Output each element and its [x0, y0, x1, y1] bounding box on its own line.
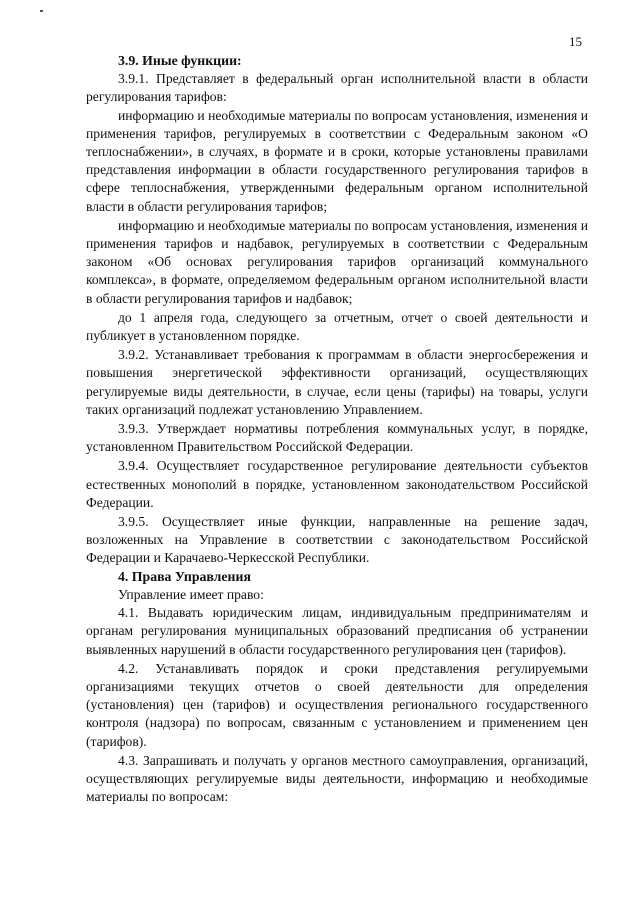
paragraph-3-9-3: 3.9.3. Утверждает нормативы потребления коммунальных услуг, в порядке, установленном Правительством Российской Федерации. — [86, 421, 588, 455]
paragraph-3-9-5: 3.9.5. Осуществляет иные функции, направленные на решение задач, возложенных на Управление в соответствии с законодательством Российской Федерации и Карачаево-Черкесской Республики. — [86, 514, 588, 566]
paragraph-kommunalny-kompleks: информацию и необходимые материалы по вопросам установления, изменения и применения тарифов и надбавок, регулируемых в соответствии с Федеральным законом «Об основах регулирования тарифов организаций коммунального комплекса», в формате, определяемом федеральным органом исполнительной власти в области регулирования тарифов и надбавок; — [86, 217, 588, 306]
page-number: 15 — [569, 34, 582, 49]
paragraph-rights-intro: Управление имеет право: — [118, 586, 264, 602]
document-body — [86, 52, 588, 806]
section-heading-3-9: 3.9. Иные функции: — [118, 53, 242, 68]
paragraph-4-3: 4.3. Запрашивать и получать у органов местного самоуправления, организаций, осуществляющих регулируемые виды деятельности, информацию и необходимые материалы по вопросам: — [86, 752, 588, 805]
paragraph-annual-report: до 1 апреля года, следующего за отчетным, отчет о своей деятельности и публикует в установленном порядке. — [86, 309, 588, 344]
paragraph-4-1: 4.1. Выдавать юридическим лицам, индивидуальным предпринимателям и органам регулирования муниципальных образований предписания об устранении выявленных нарушений в области государственного регулирования цен (тарифов). — [86, 605, 588, 657]
paragraph-4-2: 4.2. Устанавливать порядок и сроки представления регулируемыми организациями текущих отчетов о своей деятельности для определения (установления) цен (тарифов) и осуществления регионального государственного контроля (надзора) по вопросам, связанным с установлением и применением цен (тарифов). — [86, 660, 588, 749]
paragraph-3-9-4: 3.9.4. Осуществляет государственное регулирование деятельности субъектов естественных монополий в порядке, установленном законодательством Российской Федерации. — [86, 458, 588, 510]
section-heading-4: 4. Права Управления — [118, 568, 251, 584]
scan-mark — [40, 10, 43, 12]
paragraph-teplosnabzhenie: информацию и необходимые материалы по вопросам установления, изменения и применения тарифов, регулируемых в соответствии с Федеральным законом «О теплоснабжении», в случаях, в формате и в сроки, которые установлены правилами представления информации в области государственного регулирования тарифов в сфере теплоснабжения, утвержденными федеральным органом исполнительной власти в области регулирования тарифов; — [86, 107, 588, 214]
paragraph-3-9-2: 3.9.2. Устанавливает требования к программам в области энергосбережения и повышения энергетической эффективности организаций, осуществляющих регулируемые виды деятельности, в случае, если цены (тарифы) на товары, услуги таких организаций подлежат установлению Управлением. — [86, 347, 588, 417]
paragraph-3-9-1: 3.9.1. Представляет в федеральный орган исполнительной власти в области регулирования тарифов: — [86, 71, 588, 105]
